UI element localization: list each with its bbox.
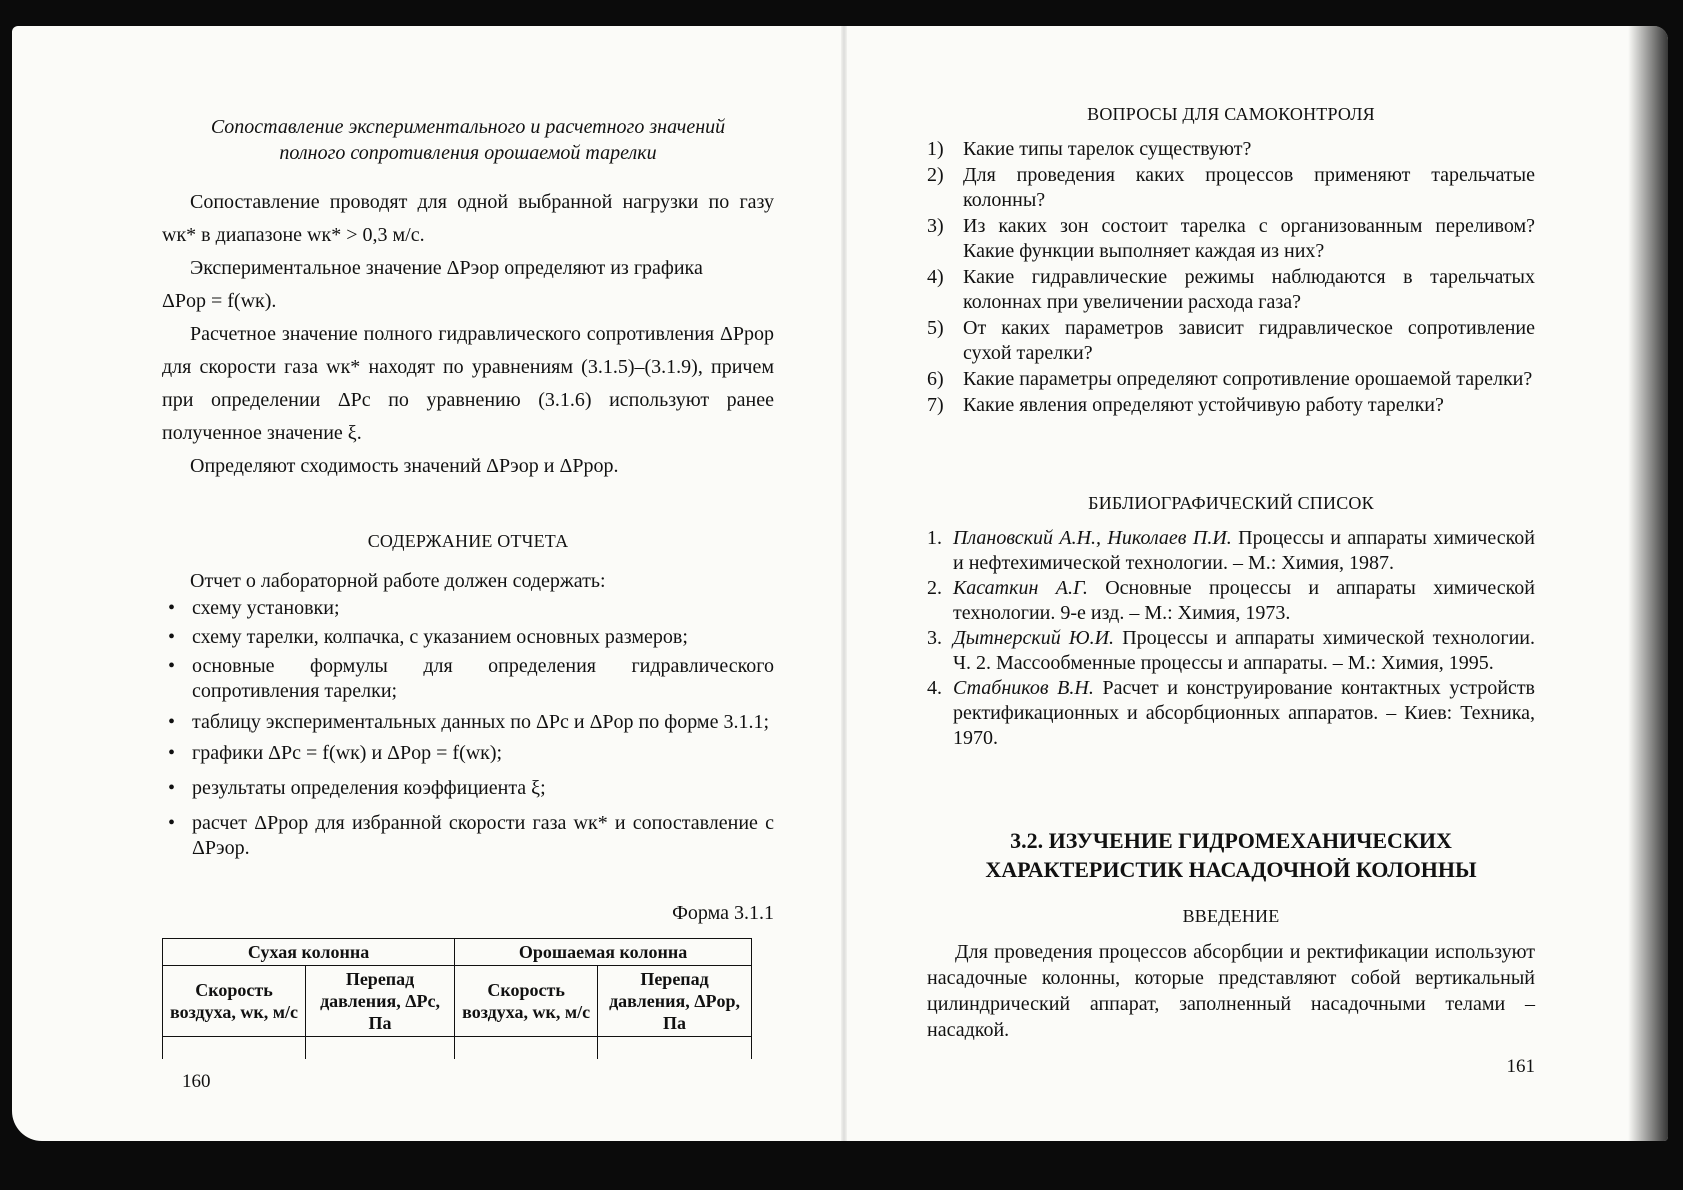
question-number: 6) xyxy=(927,368,944,390)
question-number: 4) xyxy=(927,266,944,288)
reference-text: Расчет и конструирование контактных устройств ректификационных и абсорбционных аппаратов. – Киев: Техника, 1970. xyxy=(953,677,1536,749)
list-item: • схему установки; xyxy=(162,596,774,621)
paragraph-4: Определяют сходимость значений ΔPэор и ΔPрор. xyxy=(190,455,619,477)
table-column-header: Скорость воздуха, wк, м/с xyxy=(455,966,598,1037)
reference-number: 1. xyxy=(927,527,942,549)
reference-author: Дытнерский Ю.И. xyxy=(953,627,1115,649)
list-item xyxy=(927,367,1535,392)
reference-number: 3. xyxy=(927,627,942,649)
table-cell xyxy=(598,1037,752,1060)
caption-line-1: Сопоставление экспериментального и расчетного значений xyxy=(210,116,726,138)
reference-author: Стабников В.Н. xyxy=(953,677,1094,699)
reference-number: 2. xyxy=(927,577,942,599)
list-item xyxy=(927,393,1535,418)
form-label: Форма 3.1.1 xyxy=(672,902,774,924)
report-section xyxy=(162,531,774,552)
reference-author: Касаткин А.Г. xyxy=(953,577,1088,599)
introduction-text: Для проведения процессов абсорбции и ректификации используют насадочные колонны, которые представляют собой вертикальный цилиндрический аппарат, заполненный насадочными телами – насадкой. xyxy=(927,941,1535,1041)
table-group-header: Сухая колонна xyxy=(163,939,455,966)
paragraph-1: Сопоставление проводят для одной выбранной нагрузки по газу wк* в диапазоне wк* > 0,3 м/с. xyxy=(162,191,774,246)
bibliography-section xyxy=(927,493,1535,751)
list-item xyxy=(927,265,1535,315)
list-item xyxy=(927,626,1535,676)
page-edge-shadow xyxy=(1628,26,1668,1141)
question-text: Какие параметры определяют сопротивление орошаемой тарелки? xyxy=(963,368,1533,390)
bibliography-heading: БИБЛИОГРАФИЧЕСКИЙ СПИСОК xyxy=(1088,493,1374,513)
chapter-title-line-1: 3.2. ИЗУЧЕНИЕ ГИДРОМЕХАНИЧЕСКИХ xyxy=(1010,828,1452,853)
question-text: Какие явления определяют устойчивую работу тарелки? xyxy=(963,394,1444,416)
table-column-header: Перепад давления, ΔPор, Па xyxy=(598,966,752,1037)
question-text: Для проведения каких процессов применяют тарельчатые колонны? xyxy=(963,164,1535,211)
reference-text: Основные процессы и аппараты химической технологии. 9-е изд. – М.: Химия, 1973. xyxy=(953,577,1536,624)
report-intro: Отчет о лабораторной работе должен содержать: xyxy=(190,570,606,592)
question-number: 2) xyxy=(927,164,944,186)
list-item xyxy=(927,137,1535,162)
list-item xyxy=(927,526,1535,576)
section-caption xyxy=(162,114,774,166)
questions-list xyxy=(927,137,1535,418)
data-form-table xyxy=(162,938,752,1059)
list-item: • основные формулы для определения гидравлического сопротивления тарелки; xyxy=(162,654,774,704)
caption-line-2: полного сопротивления орошаемой тарелки xyxy=(279,142,657,164)
chapter-title-line-2: ХАРАКТЕРИСТИК НАСАДОЧНОЙ КОЛОННЫ xyxy=(985,857,1477,882)
table-cell xyxy=(305,1037,454,1060)
list-item xyxy=(927,576,1535,626)
report-heading: СОДЕРЖАНИЕ ОТЧЕТА xyxy=(367,531,569,551)
reference-author: Плановский А.Н., Николаев П.И. xyxy=(953,527,1232,549)
question-number: 5) xyxy=(927,317,944,339)
table-row xyxy=(163,1037,752,1060)
report-contents xyxy=(162,566,774,865)
list-item: • расчет ΔPрор для избранной скорости газа wк* и сопоставление с ΔPэор. xyxy=(162,811,774,861)
left-page xyxy=(162,26,774,1141)
list-item xyxy=(927,214,1535,264)
list-item xyxy=(927,676,1535,751)
list-item: • таблицу экспериментальных данных по ΔPc и ΔPор по форме 3.1.1; xyxy=(162,710,774,735)
list-item: • схему тарелки, колпачка, с указанием основных размеров; xyxy=(162,625,774,650)
questions-section xyxy=(927,104,1535,419)
question-number: 7) xyxy=(927,394,944,416)
table-cell xyxy=(455,1037,598,1060)
list-item: • результаты определения коэффициента ξ; xyxy=(162,776,774,801)
list-item: • графики ΔPc = f(wк) и ΔPор = f(wк); xyxy=(162,741,774,766)
references-list xyxy=(927,526,1535,751)
question-text: От каких параметров зависит гидравлическое сопротивление сухой тарелки? xyxy=(963,317,1535,364)
question-text: Из каких зон состоит тарелка с организованным переливом? Какие функции выполняет каждая из них? xyxy=(963,215,1535,262)
reference-text: Процессы и аппараты химической технологии. Ч. 2. Массообменные процессы и аппараты. – М.: Химия, 1995. xyxy=(953,627,1535,674)
book-spread xyxy=(12,26,1668,1141)
paragraph-3: Расчетное значение полного гидравлического сопротивления ΔPрор для скорости газа wк* находят по уравнениям (3.1.5)–(3.1.9), причем при определении ΔPc по уравнению (3.1.6) используют ранее полученное значение ξ. xyxy=(162,323,774,444)
question-text: Какие типы тарелок существуют? xyxy=(963,138,1252,160)
list-item xyxy=(927,163,1535,213)
question-number: 3) xyxy=(927,215,944,237)
introduction-heading: ВВЕДЕНИЕ xyxy=(1182,906,1280,926)
chapter-heading xyxy=(927,826,1535,884)
list-item xyxy=(927,316,1535,366)
questions-heading: ВОПРОСЫ ДЛЯ САМОКОНТРОЛЯ xyxy=(1087,104,1375,124)
table-column-header: Скорость воздуха, wк, м/с xyxy=(163,966,306,1037)
paragraph-2a: Экспериментальное значение ΔPэор определяют из графика xyxy=(190,257,703,279)
page-number-right: 161 xyxy=(1506,1056,1535,1077)
reference-text: Процессы и аппараты химической и нефтехимической технологии. – М.: Химия, 1987. xyxy=(953,527,1535,574)
page-number-left: 160 xyxy=(182,1071,211,1092)
paragraph-2b: ΔPор = f(wк). xyxy=(162,290,277,312)
report-list xyxy=(162,596,774,861)
table-column-header: Перепад давления, ΔPc, Па xyxy=(305,966,454,1037)
question-text: Какие гидравлические режимы наблюдаются в тарельчатых колоннах при увеличении расхода газа? xyxy=(963,266,1535,313)
right-page xyxy=(927,26,1535,1141)
table-cell xyxy=(163,1037,306,1060)
body-text xyxy=(162,186,774,483)
introduction-section xyxy=(927,906,1535,1043)
reference-number: 4. xyxy=(927,677,942,699)
table-group-header: Орошаемая колонна xyxy=(455,939,752,966)
question-number: 1) xyxy=(927,138,944,160)
book-gutter xyxy=(841,26,847,1141)
